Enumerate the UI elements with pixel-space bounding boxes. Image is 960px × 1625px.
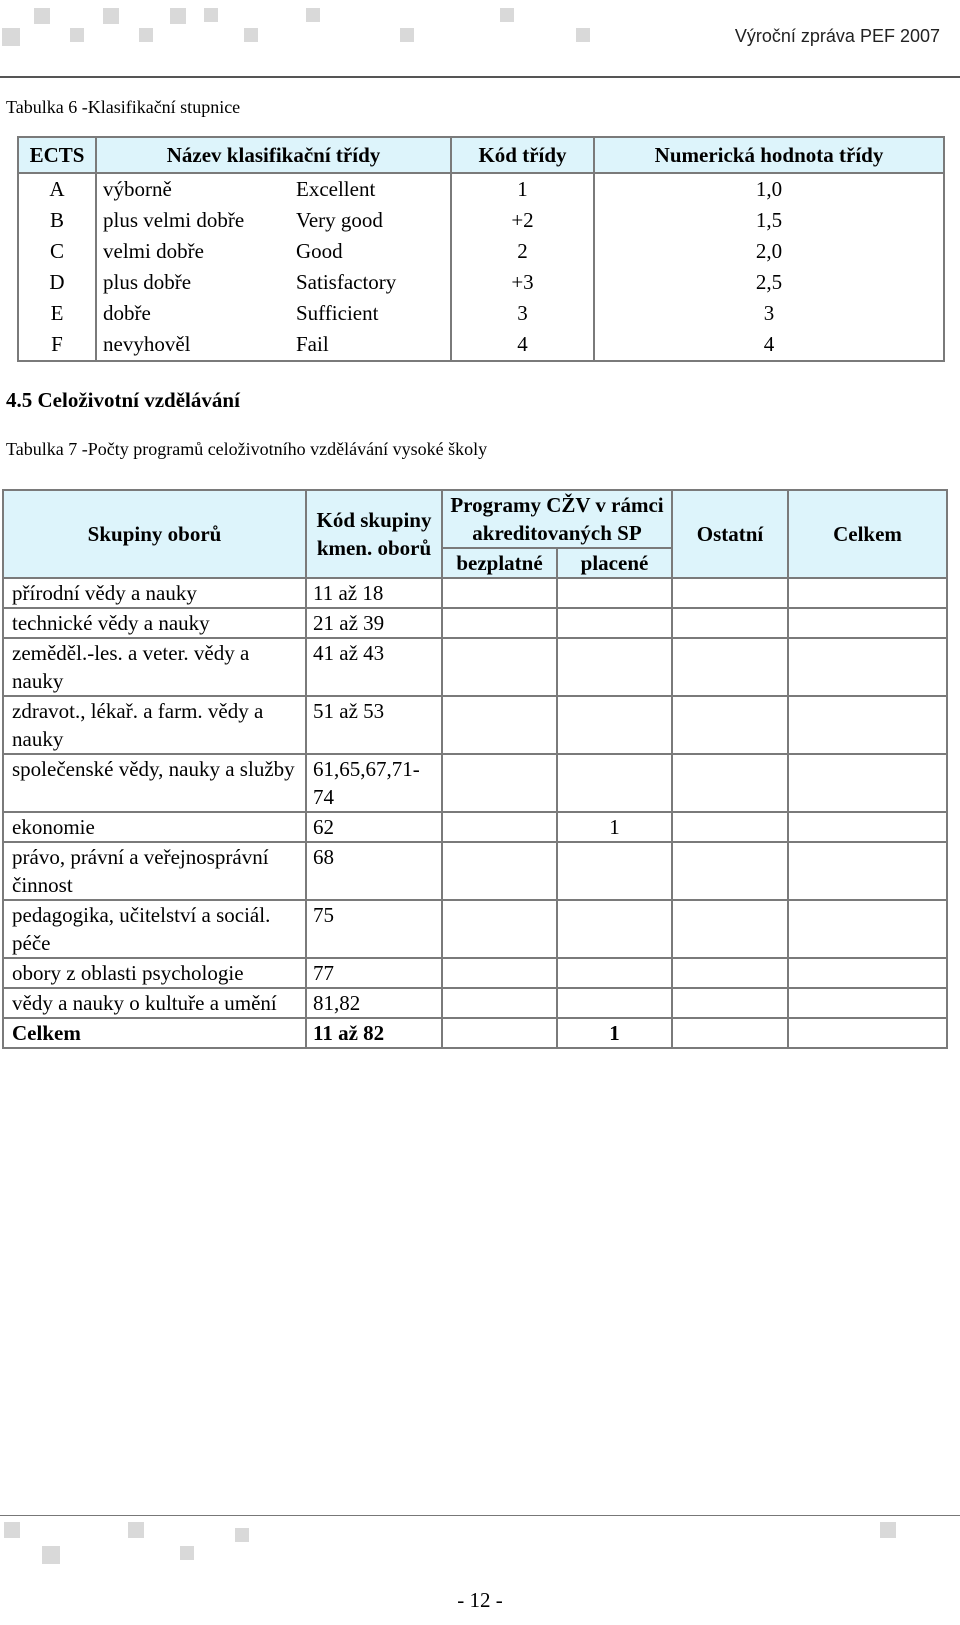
grade-name-cz: plus velmi dobře — [103, 208, 245, 232]
document-header-title: Výroční zpráva PEF 2007 — [734, 26, 940, 46]
other-count — [672, 608, 788, 638]
grade-row — [18, 329, 944, 361]
paid-count — [557, 958, 672, 988]
grading-scale-table — [17, 136, 945, 362]
table6-caption: Tabulka 6 -Klasifikační stupnice — [6, 97, 241, 117]
program-row — [3, 812, 947, 842]
paid-count — [557, 754, 672, 812]
program-row — [3, 608, 947, 638]
col-numeric-value: Numerická hodnota třídy — [594, 137, 944, 173]
grade-code: 1 — [451, 173, 594, 205]
grade-ects: D — [18, 267, 96, 298]
col-ects: ECTS — [18, 137, 96, 173]
group-code: 81,82 — [306, 988, 442, 1018]
paid-count: 1 — [557, 812, 672, 842]
col-groups: Skupiny oborů — [3, 490, 306, 578]
grade-ects: B — [18, 205, 96, 236]
group-name: zdravot., lékař. a farm. vědy a nauky — [3, 696, 306, 754]
col-programs: Programy CŽV v rámci akreditovaných SP — [442, 490, 672, 548]
free-count — [442, 608, 557, 638]
grade-row — [18, 298, 944, 329]
grade-code: +3 — [451, 267, 594, 298]
group-name: právo, právní a veřejnosprávní činnost — [3, 842, 306, 900]
header-rule — [0, 76, 960, 78]
free-count — [442, 754, 557, 812]
page-number: - 12 - — [457, 1588, 503, 1612]
lifelong-learning-table — [2, 489, 948, 1049]
col-free: bezplatné — [442, 548, 557, 578]
col-total: Celkem — [788, 490, 947, 578]
paid-count — [557, 578, 672, 608]
group-code: 21 až 39 — [306, 608, 442, 638]
group-code: 62 — [306, 812, 442, 842]
footer-rule — [0, 1515, 960, 1516]
grade-ects: F — [18, 329, 96, 361]
grade-name-cz: výborně — [103, 177, 172, 201]
group-name: vědy a nauky o kultuře a umění — [3, 988, 306, 1018]
total-count — [788, 900, 947, 958]
grade-name-en: Good — [296, 236, 451, 267]
other-count — [672, 578, 788, 608]
group-code: 77 — [306, 958, 442, 988]
group-name: Celkem — [3, 1018, 306, 1048]
group-code: 68 — [306, 842, 442, 900]
grade-name-en: Satisfactory — [296, 267, 451, 298]
paid-count: 1 — [557, 1018, 672, 1048]
other-count — [672, 988, 788, 1018]
grade-name-cz: plus dobře — [103, 270, 192, 294]
grade-name-cz: nevyhověl — [103, 332, 191, 356]
free-count — [442, 988, 557, 1018]
grade-numeric: 3 — [763, 301, 775, 325]
paid-count — [557, 608, 672, 638]
grade-name-cz: dobře — [103, 301, 151, 325]
paid-count — [557, 638, 672, 696]
free-count — [442, 958, 557, 988]
total-count — [788, 578, 947, 608]
other-count — [672, 1018, 788, 1048]
grade-name-en: Sufficient — [296, 298, 451, 329]
other-count — [672, 754, 788, 812]
total-count — [788, 812, 947, 842]
grade-code: +2 — [451, 205, 594, 236]
grade-name-en: Excellent — [296, 173, 451, 205]
free-count — [442, 1018, 557, 1048]
group-code: 75 — [306, 900, 442, 958]
grade-numeric: 2,5 — [755, 270, 783, 294]
paid-count — [557, 696, 672, 754]
total-count — [788, 1018, 947, 1048]
grade-ects: E — [18, 298, 96, 329]
group-code: 61,65,67,71-74 — [306, 754, 442, 812]
col-other: Ostatní — [672, 490, 788, 578]
group-name: obory z oblasti psychologie — [3, 958, 306, 988]
total-count — [788, 754, 947, 812]
grade-ects: C — [18, 236, 96, 267]
total-count — [788, 608, 947, 638]
grade-row — [18, 173, 944, 205]
total-count — [788, 988, 947, 1018]
col-code: Kód skupiny kmen. oborů — [306, 490, 442, 578]
program-row — [3, 842, 947, 900]
program-row — [3, 696, 947, 754]
other-count — [672, 958, 788, 988]
other-count — [672, 842, 788, 900]
other-count — [672, 638, 788, 696]
grade-name-en: Fail — [296, 329, 451, 361]
free-count — [442, 900, 557, 958]
col-paid: placené — [557, 548, 672, 578]
group-name: zeměděl.-les. a veter. vědy a nauky — [3, 638, 306, 696]
grade-numeric: 2,0 — [755, 239, 783, 263]
grade-numeric: 1,0 — [755, 177, 783, 201]
grade-name-en: Very good — [296, 205, 451, 236]
other-count — [672, 696, 788, 754]
group-code: 11 až 82 — [306, 1018, 442, 1048]
grade-code: 4 — [451, 329, 594, 361]
grade-ects: A — [18, 173, 96, 205]
total-count — [788, 842, 947, 900]
group-name: společenské vědy, nauky a služby — [3, 754, 306, 812]
group-name: ekonomie — [3, 812, 306, 842]
grade-name-cz: velmi dobře — [103, 239, 204, 263]
total-count — [788, 958, 947, 988]
program-row — [3, 638, 947, 696]
free-count — [442, 812, 557, 842]
group-name: přírodní vědy a nauky — [3, 578, 306, 608]
grade-row — [18, 267, 944, 298]
free-count — [442, 842, 557, 900]
program-row — [3, 754, 947, 812]
paid-count — [557, 900, 672, 958]
grade-numeric: 4 — [763, 332, 775, 356]
program-row — [3, 578, 947, 608]
grade-code: 2 — [451, 236, 594, 267]
program-row — [3, 900, 947, 958]
paid-count — [557, 842, 672, 900]
other-count — [672, 812, 788, 842]
grade-numeric: 1,5 — [755, 208, 783, 232]
program-row — [3, 958, 947, 988]
paid-count — [557, 988, 672, 1018]
grade-row — [18, 205, 944, 236]
section-heading: 4.5 Celoživotní vzdělávání — [6, 388, 240, 412]
total-count — [788, 696, 947, 754]
group-code: 51 až 53 — [306, 696, 442, 754]
free-count — [442, 638, 557, 696]
group-name: technické vědy a nauky — [3, 608, 306, 638]
col-class-code: Kód třídy — [451, 137, 594, 173]
grade-row — [18, 236, 944, 267]
table7-caption: Tabulka 7 -Počty programů celoživotního vzdělávání vysoké školy — [6, 439, 488, 459]
other-count — [672, 900, 788, 958]
col-class-name: Název klasifikační třídy — [96, 137, 451, 173]
total-row — [3, 1018, 947, 1048]
group-name: pedagogika, učitelství a sociál. péče — [3, 900, 306, 958]
grade-code: 3 — [451, 298, 594, 329]
total-count — [788, 638, 947, 696]
program-row — [3, 988, 947, 1018]
group-code: 41 až 43 — [306, 638, 442, 696]
group-code: 11 až 18 — [306, 578, 442, 608]
free-count — [442, 696, 557, 754]
free-count — [442, 578, 557, 608]
